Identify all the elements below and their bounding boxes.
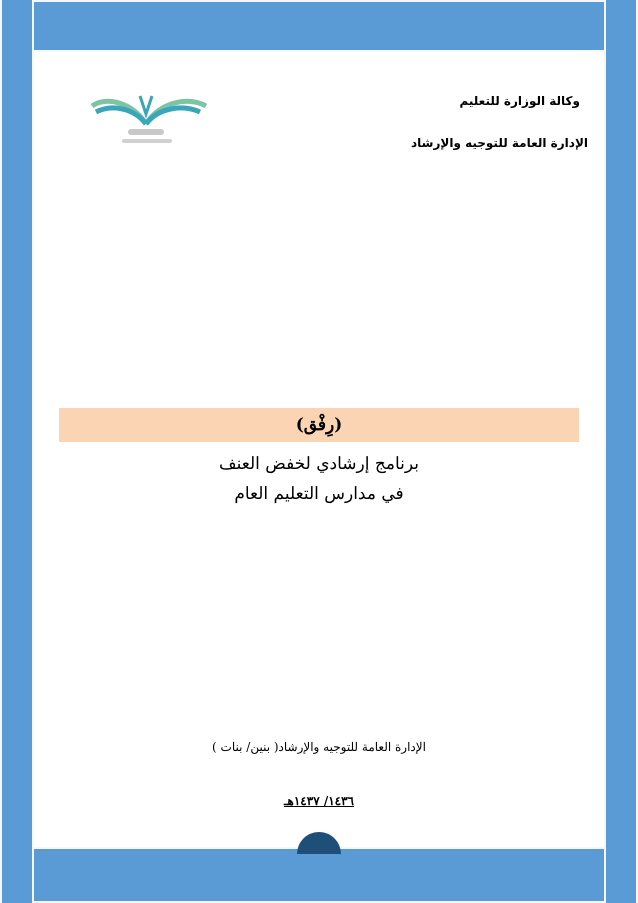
agency-heading: وكالة الوزارة للتعليم (459, 94, 580, 108)
footer-department: الإدارة العامة للتوجيه والإرشاد( بنين/ بنات ) (212, 740, 426, 754)
program-subtitle-line2: في مدارس التعليم العام (234, 484, 404, 504)
ministry-logo (84, 84, 214, 152)
program-subtitle: برنامج إرشادي لخفض العنف (219, 454, 419, 474)
page-border-top (0, 0, 638, 52)
title-band (59, 408, 579, 442)
page-border-left (0, 0, 34, 903)
hijri-year: ١٤٣٦/ ١٤٣٧هـ (284, 794, 354, 808)
page-border-right (604, 0, 638, 903)
document-page (34, 52, 604, 847)
department-heading: الإدارة العامة للتوجيه والإرشاد (411, 136, 588, 150)
page-border-bottom (0, 847, 638, 903)
program-title: (رِفْق) (295, 415, 343, 435)
